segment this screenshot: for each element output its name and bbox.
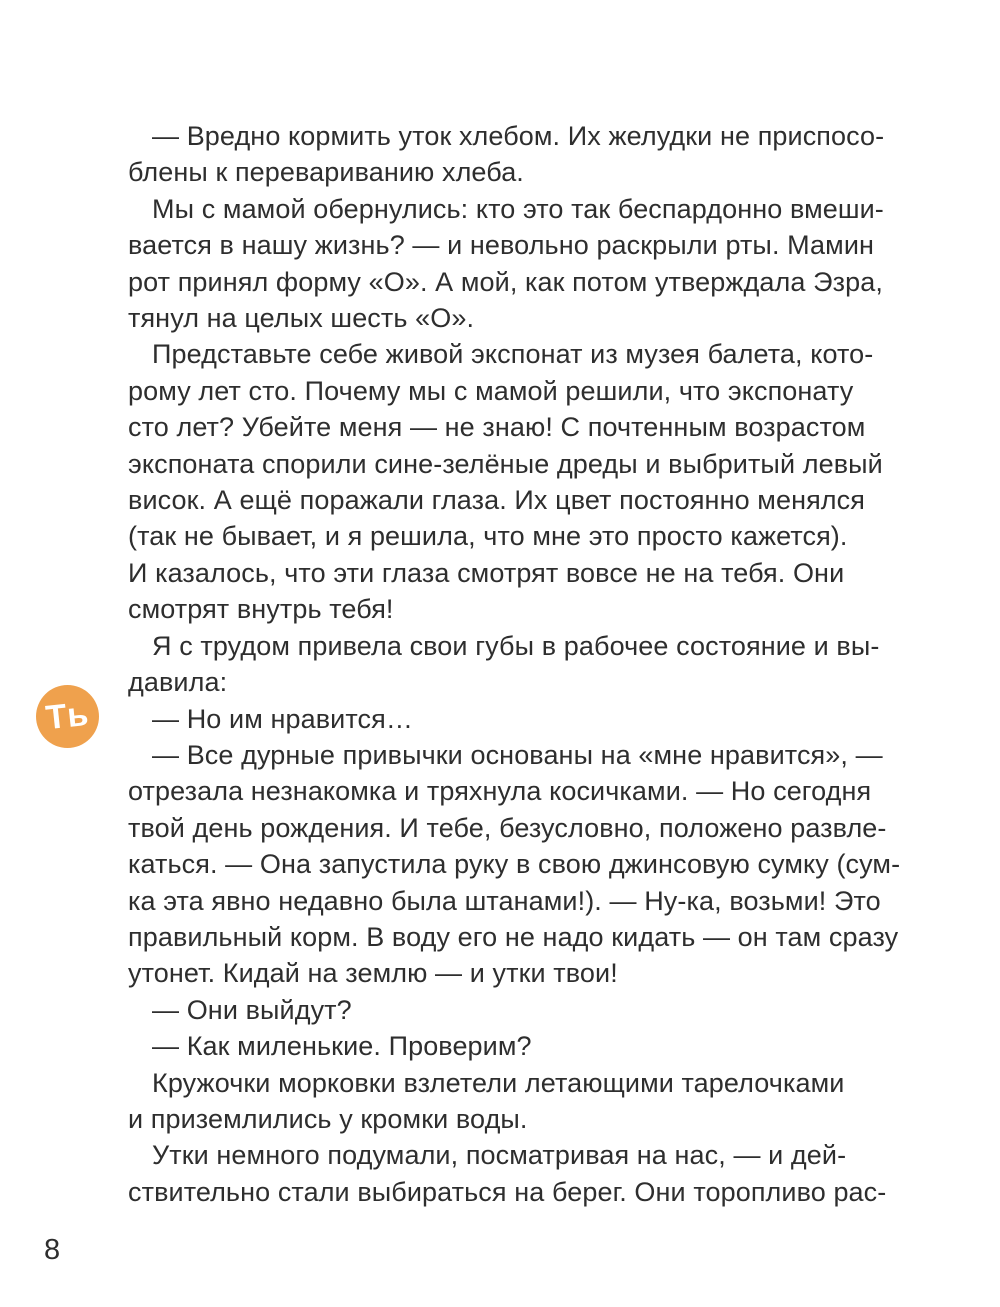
text-line: Утки немного подумали, посматривая на нас, — и дей- <box>152 1140 847 1171</box>
paragraph <box>128 1065 888 1138</box>
text-line: Представьте себе живой экспонат из музея балета, кото- <box>152 339 874 370</box>
text-line: рому лет сто. Почему мы с мамой решили, что экспонату <box>128 375 854 406</box>
text-line: и приземлились у кромки воды. <box>128 1103 528 1134</box>
text-line: экспоната спорили сине-зелёные дреды и выбритый левый <box>128 448 883 479</box>
text-line: каться. — Она запустила руку в свою джинсовую сумку (сум- <box>128 849 901 880</box>
paragraph <box>128 737 901 992</box>
text-line: утонет. Кидай на землю — и утки твои! <box>128 958 618 989</box>
text-line: правильный корм. В воду его не надо кидать — он там сразу <box>128 921 899 952</box>
text-line: отрезала незнакомка и тряхнула косичками. — Но сегодня <box>128 776 872 807</box>
text-line: Я с трудом привела свои губы в рабочее состояние и вы- <box>152 630 880 661</box>
text-line: смотрят внутрь тебя! <box>128 594 394 625</box>
text-line: сто лет? Убейте меня — не знаю! С почтенным возрастом <box>128 412 866 443</box>
text-line: твой день рождения. И тебе, безусловно, положено развле- <box>128 812 887 843</box>
page-text <box>128 118 901 1210</box>
text-line: ка эта явно недавно была штанами!). — Ну-ка, возьми! Это <box>128 885 881 916</box>
text-line: — Но им нравится… <box>152 703 413 734</box>
text-line: (так не бывает, и я решила, что мне это просто кажется). <box>128 521 848 552</box>
paragraph <box>128 336 888 627</box>
text-line: И казалось, что эти глаза смотрят вовсе не на тебя. Они <box>128 557 845 588</box>
text-line: — Вредно кормить уток хлебом. Их желудки не приспосо- <box>152 121 885 151</box>
paragraph <box>128 628 888 701</box>
paragraph <box>128 1137 888 1210</box>
margin-letter-label: Ть <box>43 694 91 737</box>
text-line: рот принял форму «О». А мой, как потом утверждала Эзра, <box>128 266 883 297</box>
paragraph <box>128 701 888 737</box>
paragraph <box>128 191 888 337</box>
text-line: тянул на целых шесть «О». <box>128 303 475 334</box>
text-line: — Как миленькие. Проверим? <box>152 1031 532 1062</box>
page-number: 8 <box>44 1234 61 1266</box>
text-line: блены к перевариванию хлеба. <box>128 157 524 188</box>
paragraph <box>128 1028 888 1064</box>
paragraph <box>128 118 888 191</box>
text-line: — Они выйдут? <box>152 994 352 1025</box>
text-line: вается в нашу жизнь? — и невольно раскрыли рты. Мамин <box>128 230 875 261</box>
text-line: ствительно стали выбираться на берег. Они торопливо рас- <box>128 1176 887 1207</box>
text-line: Мы с мамой обернулись: кто это так беспардонно вмеши- <box>152 193 884 224</box>
text-line: давила: <box>128 667 228 698</box>
paragraph <box>128 992 888 1028</box>
text-line: Кружочки морковки взлетели летающими тарелочками <box>152 1067 845 1098</box>
text-line: — Все дурные привычки основаны на «мне нравится», — <box>152 739 883 770</box>
margin-letter-badge <box>36 685 99 748</box>
text-line: висок. А ещё поражали глаза. Их цвет постоянно менялся <box>128 485 865 516</box>
